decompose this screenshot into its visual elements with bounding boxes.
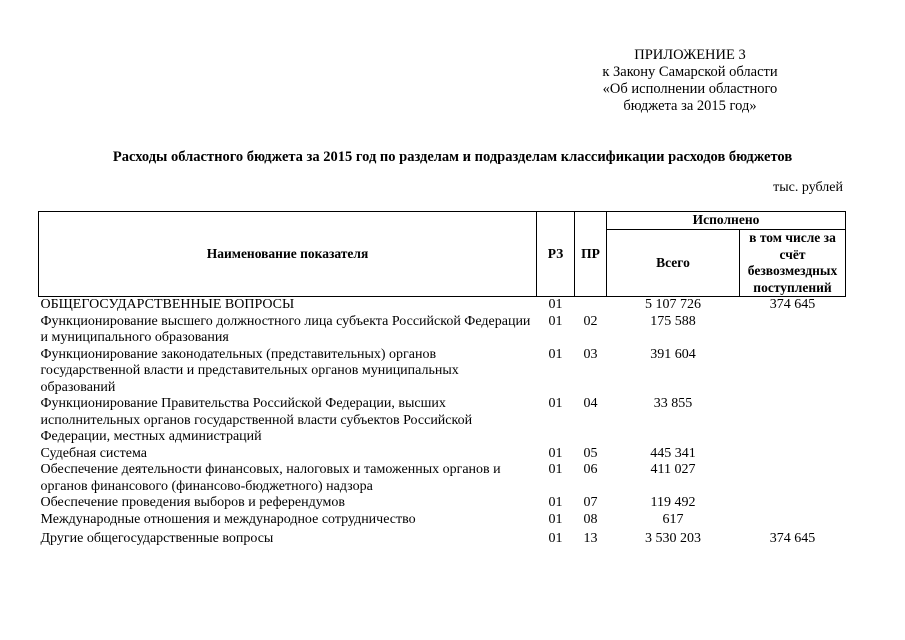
row-pr: 06 (583, 462, 598, 477)
appendix-law-title-2: бюджета за 2015 год» (623, 98, 757, 114)
row-name: Функционирование высшего должностного лица субъекта Российской Федерации и муниципального образования (40, 313, 531, 345)
row-name: Обеспечение проведения выборов и референдумов (40, 495, 345, 510)
row-rz: 01 (548, 531, 563, 546)
row-total: 119 492 (650, 495, 696, 510)
row-name: Судебная система (40, 445, 147, 461)
row-total: 3 530 203 (645, 531, 701, 546)
row-total: 175 588 (650, 313, 696, 329)
row-pr: 03 (583, 346, 598, 362)
row-pr (575, 297, 607, 314)
table-row (39, 396, 846, 446)
row-rz: 01 (548, 297, 563, 312)
row-total: 617 (662, 511, 684, 527)
row-free (740, 396, 846, 446)
header-executed: Исполнено (607, 212, 846, 230)
table-row (39, 528, 846, 548)
document-title: Расходы областного бюджета за 2015 год по разделам и подразделам классификации расходов бюджетов (112, 149, 793, 165)
row-free (740, 314, 846, 347)
row-free (740, 512, 846, 529)
row-free (740, 446, 846, 463)
table-row (39, 297, 846, 314)
row-rz: 01 (548, 511, 563, 527)
row-pr: 05 (583, 445, 598, 461)
appendix-header (560, 47, 820, 115)
row-name: Другие общегосударственные вопросы (40, 531, 274, 546)
appendix-law-title-1: «Об исполнении областного (602, 81, 778, 97)
row-free: 374 645 (769, 297, 816, 312)
budget-table (38, 211, 846, 548)
row-rz: 01 (548, 495, 563, 510)
table-row (39, 462, 846, 495)
row-rz: 01 (548, 313, 563, 329)
row-name: Обеспечение деятельности финансовых, налоговых и таможенных органов и органов финансового (финансово-бюджетного) надзора (40, 462, 501, 494)
units-label: тыс. рублей (773, 180, 843, 195)
row-free (740, 462, 846, 495)
row-pr: 08 (583, 511, 598, 527)
row-pr: 04 (583, 396, 598, 411)
row-free (740, 347, 846, 397)
row-free: 374 645 (769, 531, 816, 546)
row-pr: 13 (583, 531, 598, 546)
appendix-number: ПРИЛОЖЕНИЕ 3 (634, 47, 746, 63)
table-row (39, 446, 846, 463)
row-free (740, 495, 846, 512)
header-free: в том числе за счёт безвозмездных поступлений (740, 230, 846, 297)
appendix-law-ref: к Закону Самарской области (602, 64, 778, 80)
row-rz: 01 (548, 396, 563, 411)
row-total: 33 855 (653, 396, 693, 411)
row-total: 411 027 (650, 462, 696, 477)
row-rz: 01 (548, 462, 563, 477)
header-rz: РЗ (537, 212, 575, 297)
header-pr: ПР (575, 212, 607, 297)
table-row (39, 347, 846, 397)
header-total: Всего (607, 230, 740, 297)
row-total: 5 107 726 (645, 297, 701, 312)
table-row (39, 512, 846, 529)
row-pr: 07 (583, 495, 598, 510)
table-row (39, 314, 846, 347)
row-rz: 01 (548, 445, 563, 461)
row-pr: 02 (583, 313, 598, 329)
row-total: 445 341 (650, 445, 696, 461)
row-name: ОБЩЕГОСУДАРСТВЕННЫЕ ВОПРОСЫ (40, 297, 295, 312)
table-row (39, 495, 846, 512)
row-total: 391 604 (650, 346, 696, 362)
row-name: Функционирование законодательных (представительных) органов государственной власти и представительных органов муниципальных образований (40, 346, 459, 395)
header-name: Наименование показателя (39, 212, 537, 297)
row-name: Функционирование Правительства Российской Федерации, высших исполнительных органов государственной власти субъектов Российской Федерации, местных администраций (40, 396, 473, 444)
row-name: Международные отношения и международное сотрудничество (40, 511, 416, 527)
row-rz: 01 (548, 346, 563, 362)
